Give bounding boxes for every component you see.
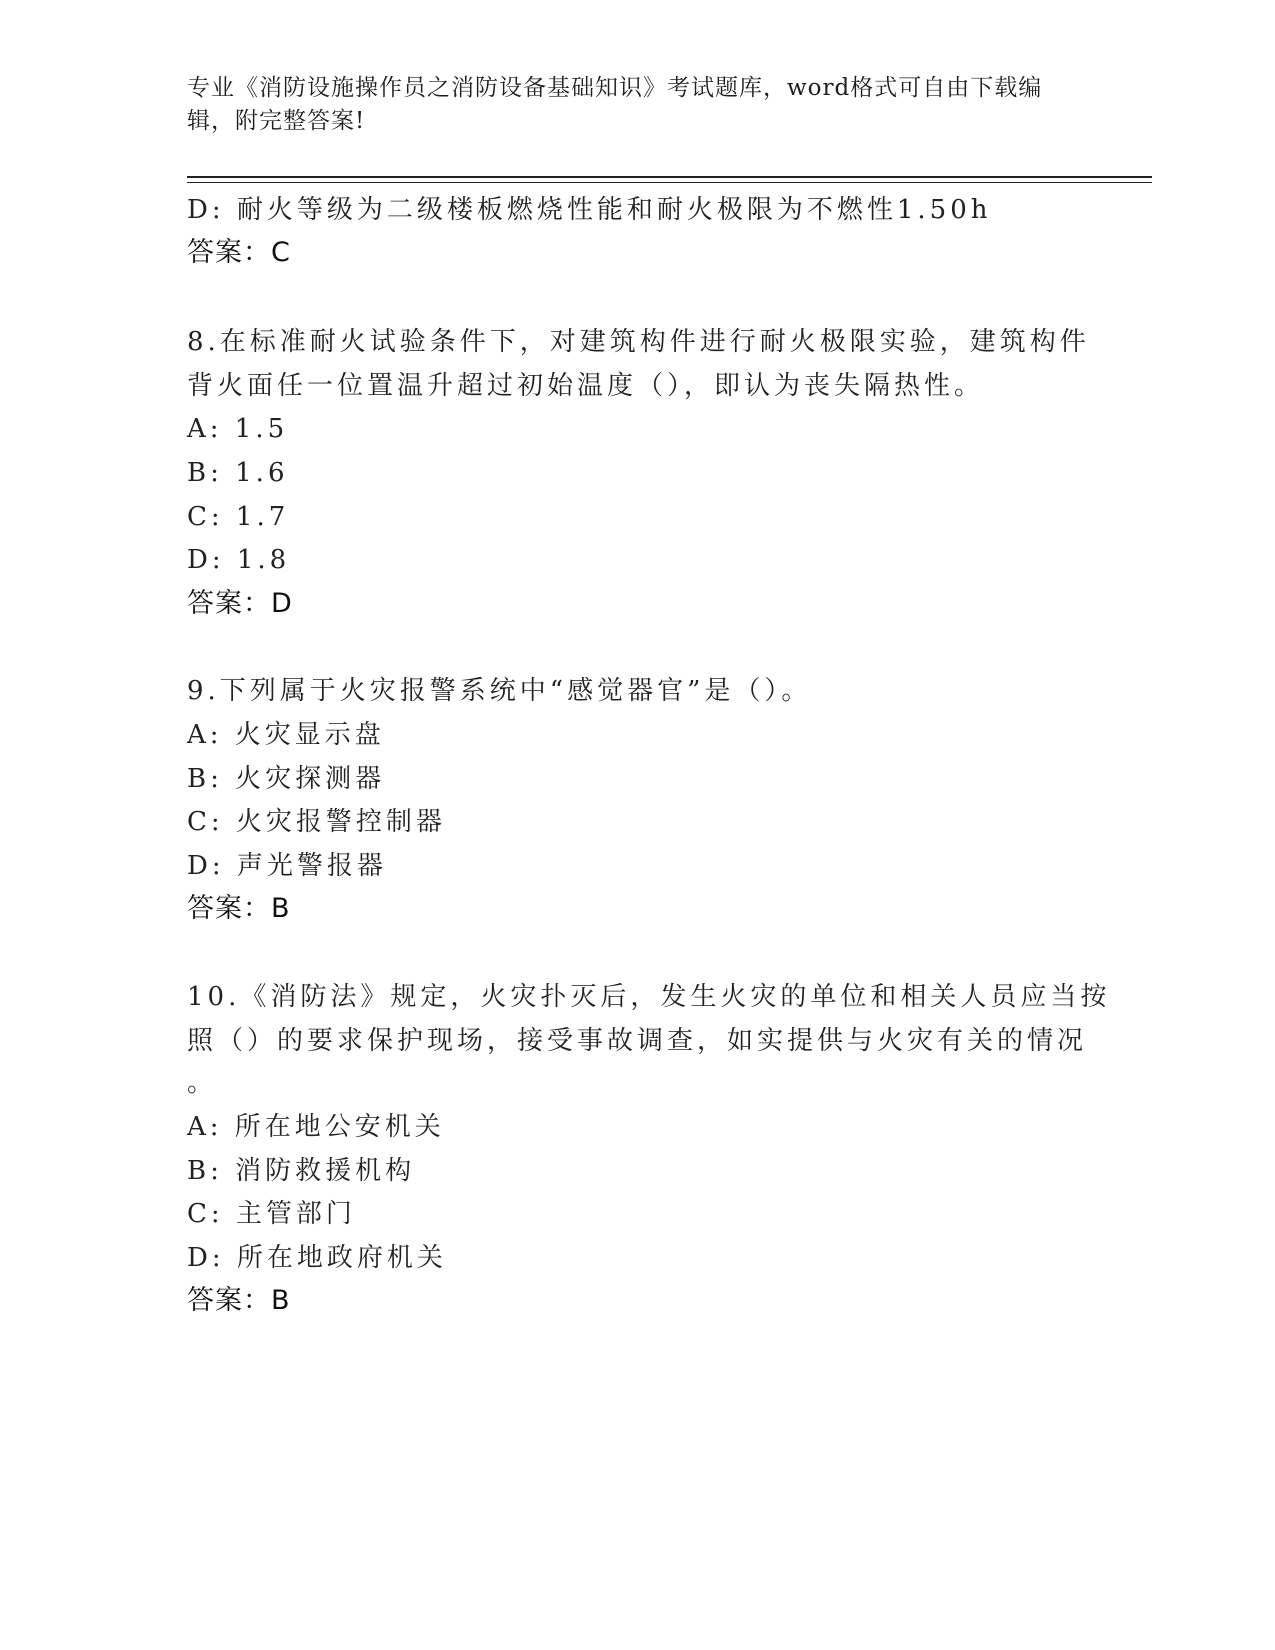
q10-option-c: C: 主管部门 [187,1199,356,1229]
header-divider-thin [187,182,1152,183]
header-divider-thick [187,176,1152,178]
q8-text-line-2: 背火面任一位置温升超过初始温度（），即认为丧失隔热性。 [187,371,985,401]
q10-text-line-2: 照（）的要求保护现场，接受事故调查，如实提供与火灾有关的情况 [187,1026,1088,1056]
q7-answer: 答案：C [187,237,291,268]
header-line-1: 专业《消防设施操作员之消防设备基础知识》考试题库，word格式可自由下载编 [187,75,1043,101]
q9-option-a: A: 火灾显示盘 [187,720,385,750]
q10-text-line-3: 。 [187,1068,218,1098]
q8-option-a: A: 1.5 [187,414,289,444]
q7-option-d: D: 耐火等级为二级楼板燃烧性能和耐火极限为不燃性1.50h [187,195,992,225]
q10-option-a: A: 所在地公安机关 [187,1112,445,1142]
q8-text-line-1: 8.在标准耐火试验条件下，对建筑构件进行耐火极限实验，建筑构件 [187,327,1090,357]
document-header [187,72,1067,138]
header-line-2: 辑，附完整答案! [187,108,366,134]
q8-answer: 答案：D [187,588,293,619]
q8-option-c: C: 1.7 [187,502,290,532]
q8-option-b: B: 1.6 [187,458,289,488]
q9-option-b: B: 火灾探测器 [187,764,386,794]
q9-answer: 答案：B [187,893,291,924]
q10-option-b: B: 消防救援机构 [187,1156,416,1186]
q9-option-c: C: 火灾报警控制器 [187,807,446,837]
q9-text-line-1: 9.下列属于火灾报警系统中“感觉器官”是（）。 [187,676,812,706]
q8-option-d: D: 1.8 [187,545,291,575]
q10-answer: 答案：B [187,1285,291,1316]
q10-option-d: D: 所在地政府机关 [187,1243,447,1273]
q9-option-d: D: 声光警报器 [187,851,387,881]
q10-text-line-1: 10.《消防法》规定，火灾扑灭后，发生火灾的单位和相关人员应当按 [187,982,1111,1012]
